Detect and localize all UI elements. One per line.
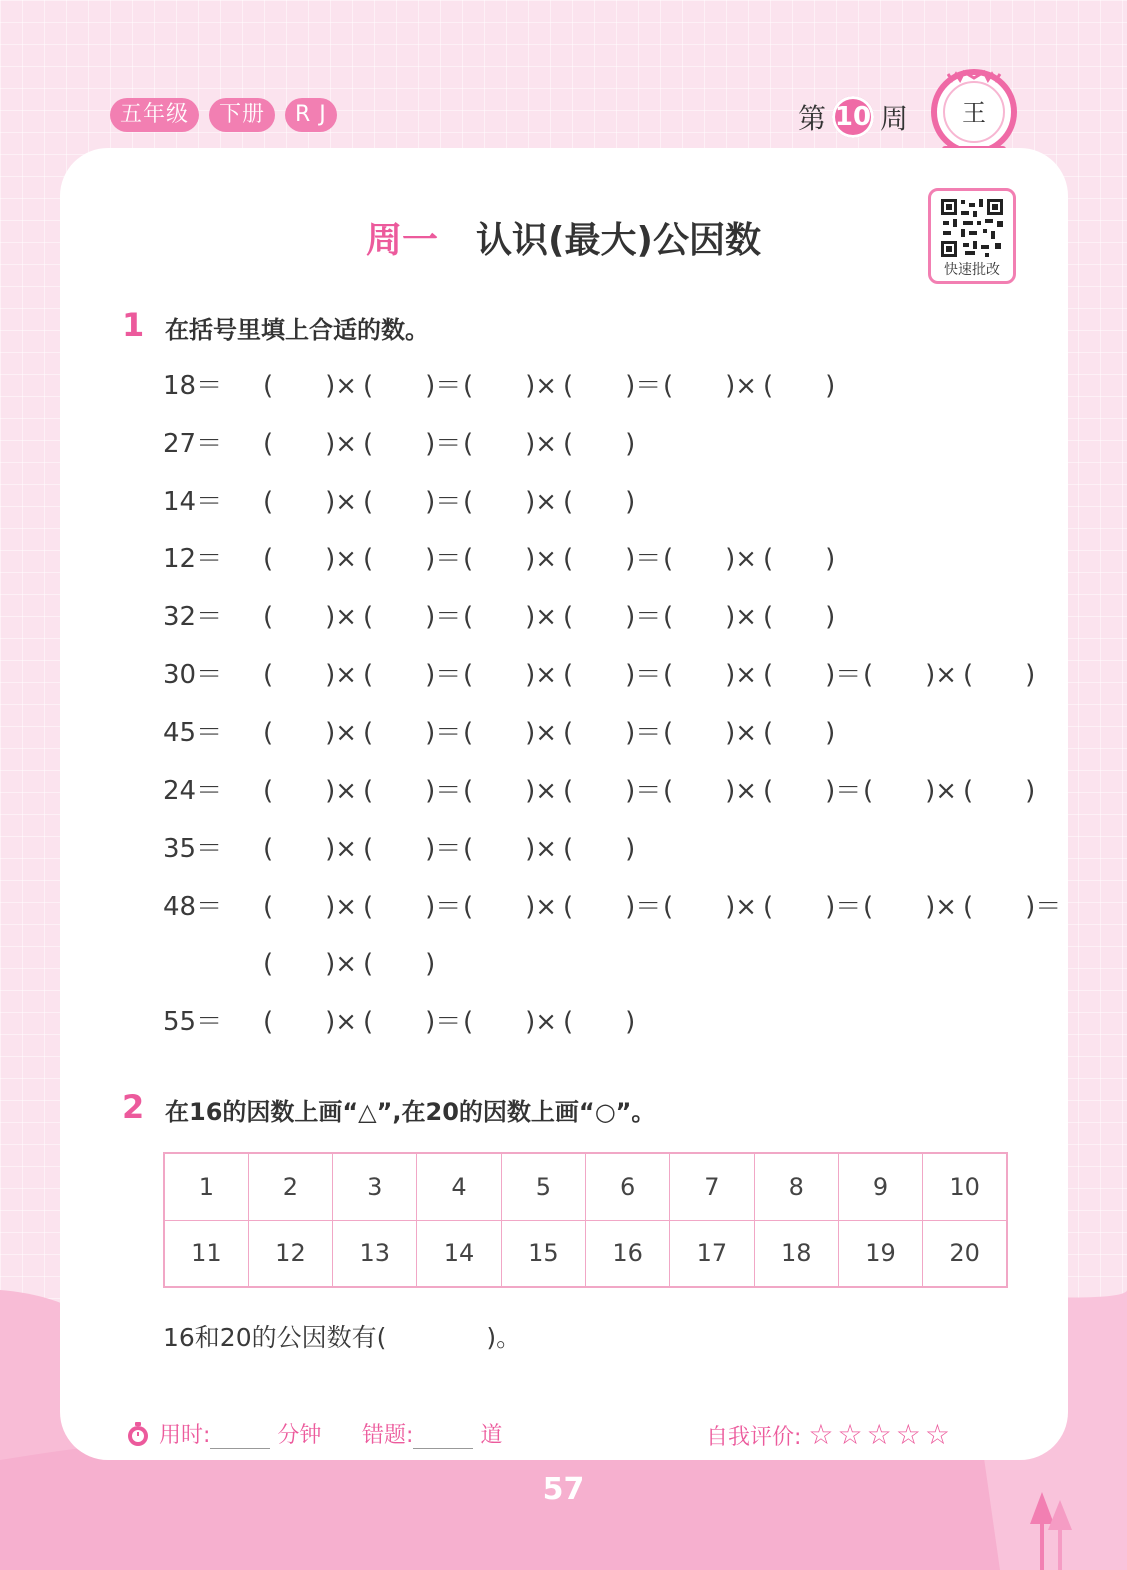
number-cell[interactable]: 5 xyxy=(501,1153,585,1220)
equation-segment: ( )× xyxy=(463,660,558,690)
svg-text:王: 王 xyxy=(962,99,986,127)
footer-self-eval xyxy=(706,1418,954,1451)
equation-segment: 48＝ xyxy=(163,892,223,922)
equation-segment: ( )＝ xyxy=(563,544,662,574)
title-topic: 认识(最大)公因数 xyxy=(476,220,761,261)
equation-segment: ( )× xyxy=(463,371,558,401)
equation-segment: ( )＝ xyxy=(963,892,1062,922)
equation-segment: ( )× xyxy=(263,892,358,922)
equation-segment: ( )× xyxy=(263,949,358,979)
equation-segment: ( )× xyxy=(263,718,358,748)
question-2-text: 在16的因数上画“△”,在20的因数上画“○”。 xyxy=(165,1098,656,1126)
errors-label: 错题: xyxy=(362,1423,414,1448)
question-1-number: 1 xyxy=(122,306,145,344)
equation-segment: ( )＝ xyxy=(363,602,462,632)
equation-segment: ( )＝ xyxy=(363,660,462,690)
equation-segment: ( )＝ xyxy=(363,1007,462,1037)
week-suffix: 周 xyxy=(880,102,909,135)
equation-segment: ( )× xyxy=(263,371,358,401)
number-grid-row xyxy=(164,1153,1007,1220)
equation-segment: ( ) xyxy=(563,429,636,459)
equation-segment: ( ) xyxy=(763,602,836,632)
equation-segment: ( )× xyxy=(463,1007,558,1037)
equation-segment: ( )× xyxy=(263,1007,358,1037)
question-2-number: 2 xyxy=(122,1088,145,1126)
number-grid-row xyxy=(164,1220,1007,1287)
equation-segment: ( ) xyxy=(563,487,636,517)
equation-segment: ( )× xyxy=(263,544,358,574)
equation-segment: ( )＝ xyxy=(363,776,462,806)
number-cell[interactable]: 13 xyxy=(333,1220,417,1287)
number-cell[interactable]: 6 xyxy=(585,1153,669,1220)
number-cell[interactable]: 4 xyxy=(417,1153,501,1220)
equation-segment: ( ) xyxy=(963,776,1036,806)
self-eval-label: 自我评价: xyxy=(706,1425,802,1450)
footer-time xyxy=(124,1418,321,1449)
common-factors-prompt[interactable]: 16和20的公因数有( )。 xyxy=(163,1323,522,1352)
equation-segment: ( )× xyxy=(463,892,558,922)
number-cell[interactable]: 14 xyxy=(417,1220,501,1287)
equation-segment: ( )＝ xyxy=(563,776,662,806)
equation-segment: ( )× xyxy=(263,834,358,864)
equation-segment: 27＝ xyxy=(163,429,223,459)
equation-segment: ( )× xyxy=(463,602,558,632)
equation-segment: ( )＝ xyxy=(363,892,462,922)
equation-segment: ( )＝ xyxy=(363,544,462,574)
equation-segment: ( ) xyxy=(763,544,836,574)
equation-segment: 18＝ xyxy=(163,371,223,401)
equation-segment: ( )× xyxy=(663,718,758,748)
equation-segment: ( )＝ xyxy=(563,602,662,632)
number-cell[interactable]: 7 xyxy=(670,1153,754,1220)
equation-segment: ( )＝ xyxy=(563,371,662,401)
number-cell[interactable]: 8 xyxy=(754,1153,838,1220)
equation-segment: ( )× xyxy=(263,487,358,517)
equation-segment: 30＝ xyxy=(163,660,223,690)
time-unit: 分钟 xyxy=(277,1423,322,1448)
equation-segment: ( )＝ xyxy=(763,776,862,806)
equation-segment: ( )× xyxy=(263,660,358,690)
week-indicator xyxy=(798,96,908,138)
equation-segment: ( ) xyxy=(763,718,836,748)
number-cell[interactable]: 19 xyxy=(838,1220,922,1287)
equation-segment: ( )× xyxy=(663,892,758,922)
equation-segment: ( )× xyxy=(663,776,758,806)
number-cell[interactable]: 12 xyxy=(248,1220,332,1287)
number-cell[interactable]: 17 xyxy=(670,1220,754,1287)
edition-tag: R J xyxy=(285,98,337,132)
title-day: 周一 xyxy=(366,220,439,261)
number-cell[interactable]: 20 xyxy=(923,1220,1007,1287)
footer-errors xyxy=(362,1418,502,1449)
equation-segment: ( )× xyxy=(863,892,958,922)
equation-segment: ( )＝ xyxy=(363,718,462,748)
volume-tag: 下册 xyxy=(209,98,275,132)
equation-segment: ( )＝ xyxy=(563,892,662,922)
equation-segment: ( ) xyxy=(563,834,636,864)
page-number: 57 xyxy=(542,1472,585,1507)
equation-segment: 35＝ xyxy=(163,834,223,864)
week-number-badge: 10 xyxy=(832,96,874,138)
number-cell[interactable]: 2 xyxy=(248,1153,332,1220)
equation-segment: ( )× xyxy=(663,602,758,632)
number-cell[interactable]: 16 xyxy=(585,1220,669,1287)
rating-stars-icon[interactable]: ☆☆☆☆☆ xyxy=(808,1418,954,1451)
number-cell[interactable]: 10 xyxy=(923,1153,1007,1220)
equation-segment: ( )× xyxy=(463,429,558,459)
equation-segment: ( )× xyxy=(663,371,758,401)
question-1-text: 在括号里填上合适的数。 xyxy=(165,316,429,344)
time-label: 用时: xyxy=(159,1423,211,1448)
number-cell[interactable]: 1 xyxy=(164,1153,248,1220)
equation-segment: ( )＝ xyxy=(363,429,462,459)
equation-segment: ( )＝ xyxy=(563,718,662,748)
equation-segment: ( )× xyxy=(263,602,358,632)
equation-segment: ( ) xyxy=(763,371,836,401)
errors-blank[interactable] xyxy=(413,1427,473,1449)
grade-tag: 五年级 xyxy=(110,98,199,132)
equation-segment: ( )＝ xyxy=(363,371,462,401)
time-blank[interactable] xyxy=(210,1427,270,1449)
equation-segment: ( )＝ xyxy=(363,834,462,864)
number-cell[interactable]: 9 xyxy=(838,1153,922,1220)
equation-segment: ( ) xyxy=(363,949,436,979)
equation-segment: ( )× xyxy=(663,660,758,690)
number-cell[interactable]: 3 xyxy=(333,1153,417,1220)
equation-segment: ( )× xyxy=(263,429,358,459)
equation-segment: ( )＝ xyxy=(563,660,662,690)
number-cell[interactable]: 11 xyxy=(164,1220,248,1287)
equation-segment: ( )× xyxy=(863,660,958,690)
grade-tags xyxy=(110,98,337,132)
qr-label: 快速批改 xyxy=(944,262,1000,278)
number-grid xyxy=(163,1152,1008,1288)
equation-segment: 24＝ xyxy=(163,776,223,806)
equation-segment: ( )× xyxy=(863,776,958,806)
equation-segment: ( )× xyxy=(463,834,558,864)
equation-segment: ( )＝ xyxy=(763,892,862,922)
errors-unit: 道 xyxy=(480,1423,503,1448)
equation-segment: ( )× xyxy=(463,776,558,806)
equation-segment: ( )× xyxy=(263,776,358,806)
equation-segment: ( ) xyxy=(563,1007,636,1037)
equation-segment: 55＝ xyxy=(163,1007,223,1037)
equation-segment: 14＝ xyxy=(163,487,223,517)
equation-segment: ( )× xyxy=(663,544,758,574)
equation-segment: ( )＝ xyxy=(363,487,462,517)
equation-segment: ( )× xyxy=(463,544,558,574)
number-cell[interactable]: 15 xyxy=(501,1220,585,1287)
equation-segment: 12＝ xyxy=(163,544,223,574)
equation-segment: ( )× xyxy=(463,718,558,748)
week-prefix: 第 xyxy=(798,102,827,135)
equation-segment: ( )× xyxy=(463,487,558,517)
page-title xyxy=(0,212,1127,263)
equation-segment: 32＝ xyxy=(163,602,223,632)
equation-segment: 45＝ xyxy=(163,718,223,748)
equation-segment: ( ) xyxy=(963,660,1036,690)
equation-segment: ( )＝ xyxy=(763,660,862,690)
arrow-decoration-icon xyxy=(1030,1492,1074,1570)
stopwatch-icon xyxy=(124,1420,152,1448)
number-cell[interactable]: 18 xyxy=(754,1220,838,1287)
